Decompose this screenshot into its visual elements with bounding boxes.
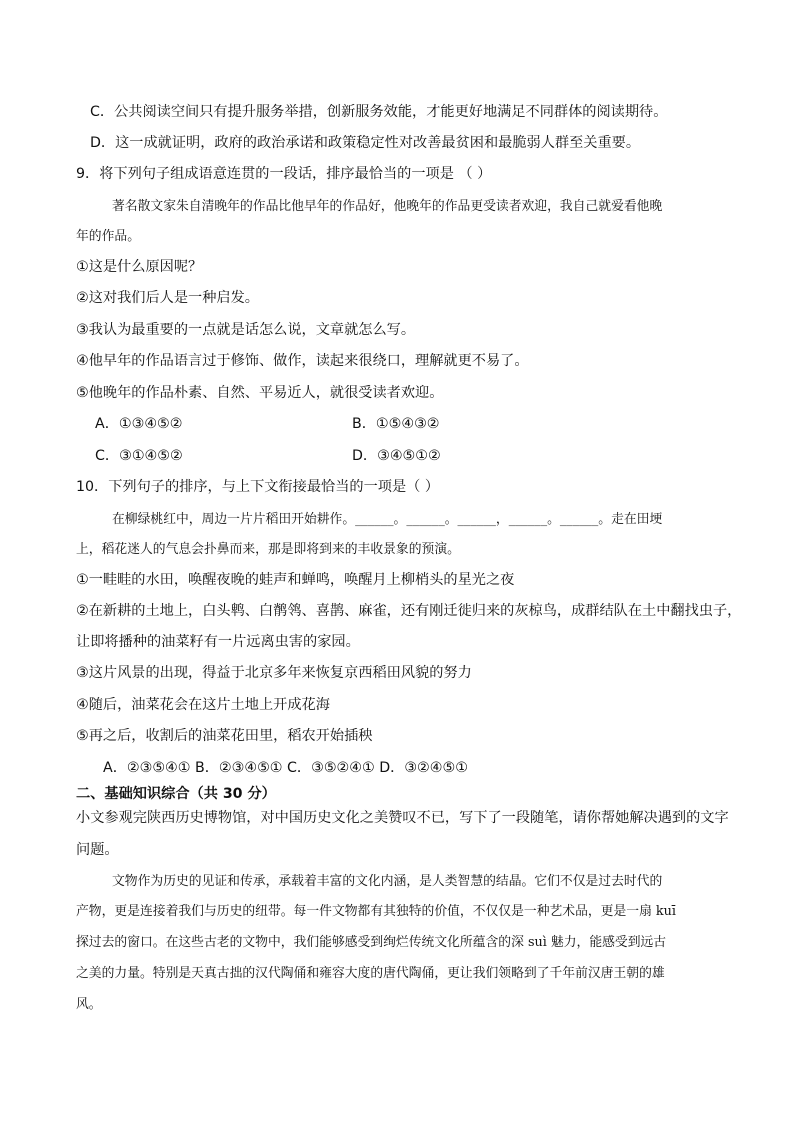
q9-sentence-4: ④他早年的作品语言过于修饰、做作，读起来很绕口，理解就更不易了。 <box>76 353 529 369</box>
essay-line2: 产物，更是连接着我们与历史的纽带。每一件文物都有其独特的价值，不仅仅是一种艺术品，更是一扇 kuī <box>76 904 677 919</box>
q9-option-d: D．③④⑤①② <box>352 448 441 464</box>
q9-sentence-2: ②这对我们后人是一种启发。 <box>76 290 259 306</box>
section-2-intro-line1: 小文参观完陕西历史博物馆，对中国历史文化之美赞叹不已，写下了一段随笔，请你帮她解决遇到的文字 <box>76 810 729 826</box>
q9-sentence-3: ③我认为最重要的一点就是话怎么说，文章就怎么写。 <box>76 322 416 338</box>
essay-line5: 风。 <box>76 997 102 1012</box>
q9-sentence-1: ①这是什么原因呢？ <box>76 259 203 275</box>
essay-line3: 探过去的窗口。在这些古老的文物中，我们能够感受到绚烂传统文化所蕴含的深 suì 魅力，能感受到远古 <box>76 935 667 950</box>
q10-context-line2: 上，稻花迷人的气息会扑鼻而来，那是即将到来的丰收景象的预演。 <box>76 542 460 557</box>
q10-sentence-2-line2: 让即将播种的油菜籽有一片远离虫害的家园。 <box>76 634 360 650</box>
q9-option-b: B．①⑤④③② <box>352 416 440 432</box>
q8-option-c: C．公共阅读空间只有提升服务举措，创新服务效能，才能更好地满足不同群体的阅读期待。 <box>90 104 668 120</box>
q10-options: A．②③⑤④① B．②③④⑤① C．③⑤②④① D．③②④⑤① <box>103 760 468 776</box>
q10-stem: 10．下列句子的排序，与上下文衔接最恰当的一项是（ ） <box>76 479 440 495</box>
q8-option-d: D．这一成就证明，政府的政治承诺和政策稳定性对改善最贫困和最脆弱人群至关重要。 <box>90 135 641 151</box>
section-2-intro-line2: 问题。 <box>76 842 119 858</box>
q9-sentence-5: ⑤他晚年的作品朴素、自然、平易近人，就很受读者欢迎。 <box>76 385 444 401</box>
q10-sentence-4: ④随后，油菜花会在这片土地上开成花海 <box>76 697 330 713</box>
q9-context-line2: 年的作品。 <box>76 229 140 244</box>
q10-sentence-5: ⑤再之后，收割后的油菜花田里，稻农开始插秧 <box>76 728 373 744</box>
q10-sentence-1: ①一畦畦的水田，唤醒夜晚的蛙声和蝉鸣，唤醒月上柳梢头的星光之夜 <box>76 572 515 588</box>
section-2-heading: 二、基础知识综合（共 30 分） <box>76 786 276 802</box>
q9-option-c: C．③①④⑤② <box>95 448 183 464</box>
essay-line1: 文物作为历史的见证和传承，承载着丰富的文化内涵，是人类智慧的结晶。它们不仅是过去时代的 <box>112 874 663 889</box>
q10-sentence-3: ③这片风景的出现，得益于北京多年来恢复京西稻田风貌的努力 <box>76 665 472 681</box>
q10-context-line1: 在柳绿桃红中，周边一片片稻田开始耕作。______。______。______，______。______。走在田埂 <box>112 512 663 527</box>
q9-option-a: A．①③④⑤② <box>95 416 183 432</box>
q9-stem: 9．将下列句子组成语意连贯的一段话，排序最恰当的一项是 （ ） <box>76 166 492 182</box>
essay-line4: 之美的力量。特别是天真古拙的汉代陶俑和雍容大度的唐代陶俑，更让我们领略到了千年前汉唐王朝的雄 <box>76 966 665 981</box>
q9-context-line1: 著名散文家朱自清晚年的作品比他早年的作品好，他晚年的作品更受读者欢迎，我自己就爱看他晚 <box>112 199 663 214</box>
q10-sentence-2-line1: ②在新耕的土地上，白头鹎、白鹡鸰、喜鹊、麻雀，还有刚迁徙归来的灰椋鸟，成群结队在土中翻找虫子， <box>76 603 742 619</box>
